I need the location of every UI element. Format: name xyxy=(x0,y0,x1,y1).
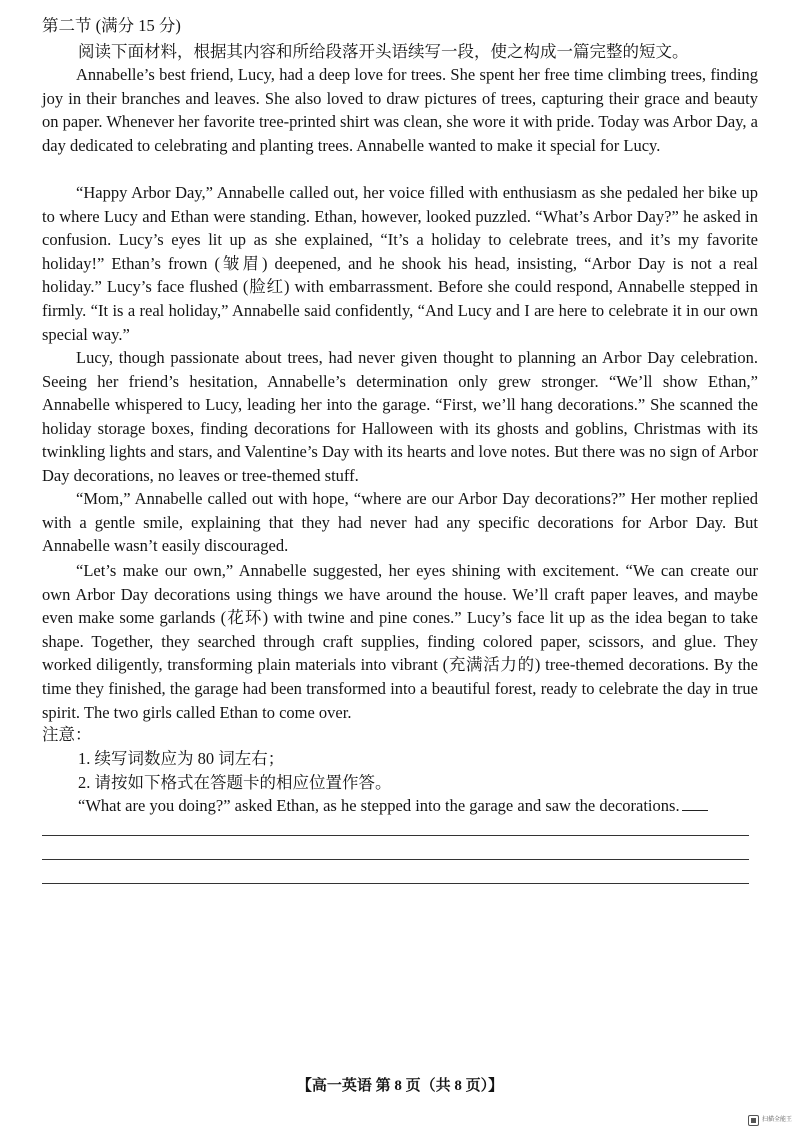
passage-paragraph-4: “Mom,” Annabelle called out with hope, “where are our Arbor Day decorations?” Her mother replied with a gentle smile, explaining that they had never had any specific decorations for Arbor Day. But Annabelle wasn’t easily discouraged. xyxy=(42,489,758,556)
note-item-word-count: 1. 续写词数应为 80 词左右； xyxy=(78,749,285,768)
answer-line xyxy=(42,835,749,836)
passage-paragraph-2: “Happy Arbor Day,” Annabelle called out, her voice filled with enthusiasm as she pedaled her bike up to where Lucy and Ethan were standing. Ethan, however, looked puzzled. “What’s Arbor Day?” he asked in confusion. Lucy’s eyes lit up as she explained, “It’s a holiday to celebrate trees, and it’s my favorite holiday!” Ethan’s frown (皱眉) deepened, and he shook his head, insisting, “Arbor Day is not a real holiday.” Lucy’s face flushed (脸红) with embarrassment. Before she could respond, Annabelle stepped in firmly. “It is a real holiday,” Annabelle said confidently, “And Lucy and I are here to celebrate it in our own special way.” xyxy=(42,183,758,344)
passage-paragraph-1: Annabelle’s best friend, Lucy, had a deep love for trees. She spent her free time climbing trees, finding joy in their branches and leaves. She also loved to draw pictures of trees, capturing their grace and beauty on paper. Whenever her favorite tree-printed shirt was clean, she wore it with pride. Today was Arbor Day, a day dedicated to celebrating and planting trees. Annabelle wanted to make it special for Lucy. xyxy=(42,65,758,155)
passage-paragraph-5: “Let’s make our own,” Annabelle suggested, her eyes shining with excitement. “We can create our own Arbor Day decorations using things we have around the house. We’ll craft paper leaves, and maybe even make some garlands (花环) with twine and pine cones.” Lucy’s face lit up as the idea began to take shape. Together, they searched through craft supplies, finding colored paper, scissors, and glue. They worked diligently, transforming plain materials into vibrant (充满活力的) tree-themed decorations. By the time they finished, the garage had been transformed into a beautiful forest, ready to celebrate the day in true spirit. The two girls called Ethan to come over. xyxy=(42,561,758,722)
page-footer: 【高一英语 第 8 页（共 8 页）】 xyxy=(296,1078,504,1094)
section-title: 第二节 (满分 15 分) xyxy=(42,16,181,35)
answer-line xyxy=(42,859,749,860)
note-item-format: 2. 请按如下格式在答题卡的相应位置作答。 xyxy=(78,773,392,792)
prompt-text: “What are you doing?” asked Ethan, as he stepped into the garage and saw the decorations. xyxy=(78,796,680,815)
scanner-watermark xyxy=(748,1113,792,1127)
passage-paragraph-3: Lucy, though passionate about trees, had never given thought to planning an Arbor Day celebration. Seeing her friend’s hesitation, Annabelle’s determination only grew stronger. “We’ll show Ethan,” Annabelle whispered to Lucy, leading her into the garage. “First, we’ll hang decorations.” She scanned the holiday storage boxes, finding decorations for Halloween with its ghosts and goblins, Christmas with its twinkling lights and stars, and Valentine’s Day with its hearts and love notes. But there was no sign of Arbor Day decorations, no leaves or tree-themed stuff. xyxy=(42,348,758,485)
answer-line xyxy=(42,883,749,884)
prompt-blank xyxy=(682,796,708,811)
section-instruction: 阅读下面材料，根据其内容和所给段落开头语续写一段，使之构成一篇完整的短文。 xyxy=(78,42,689,61)
continuation-prompt xyxy=(78,794,708,818)
scanner-logo-icon xyxy=(748,1115,759,1126)
notes-label: 注意： xyxy=(42,725,92,744)
scanner-watermark-text: 扫描全能王 xyxy=(762,1117,793,1123)
